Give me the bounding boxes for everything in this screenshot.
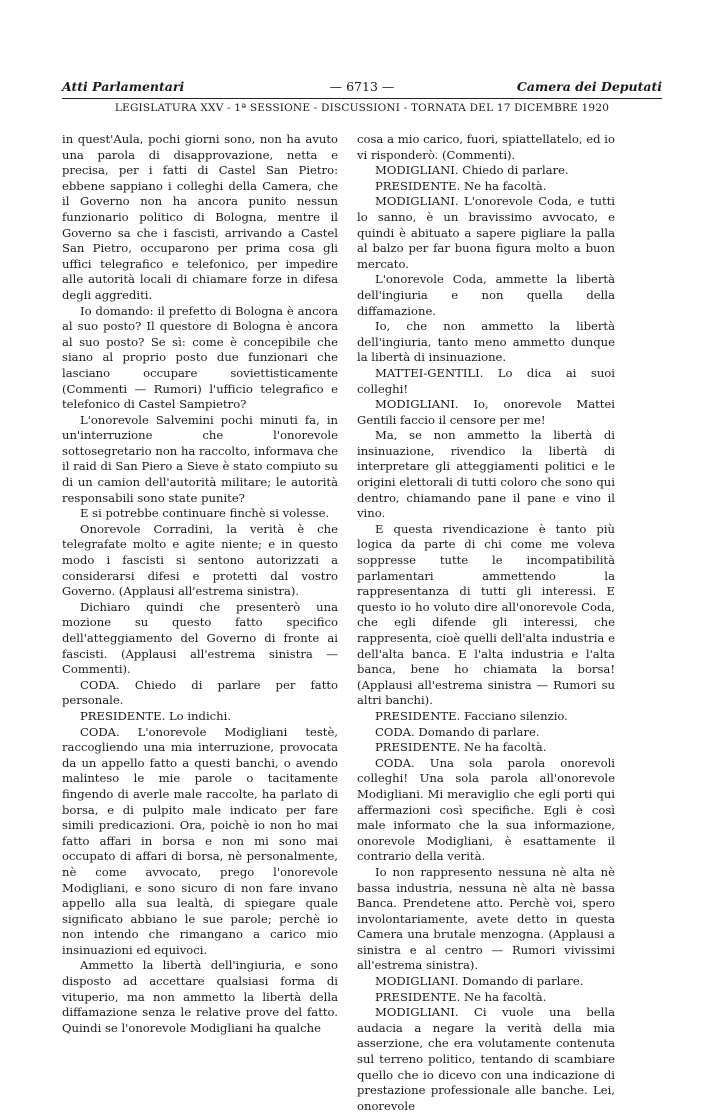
paragraph: CODA. Una sola parola onorevoli colleghi! Una sola parola all'onorevole Modigliani. Mi meraviglio che egli porti qui affermazioni così specifiche. Egli è così male informato che la sua informazione, onorevole Modigliani, è esattamente il contrario della verità. (357, 755, 615, 864)
paragraph: CODA. L'onorevole Modigliani testè, raccogliendo una mia interruzione, provocata da un appello fatto a questi banchi, o avendo malinteso le mie parole o tacitamente fingendo di averle male raccolte, ha parlato di borsa, e di pulpito male indicato per fare simili predicazioni. Ora, poichè io non ho mai fatto affari in borsa e non mi sono mai occupato di affari di borsa, nè personalmente, nè come avvocato, prego l'onorevole Modigliani, e sono sicuro di non fare invano appello alla sua lealtà, di spiegare quale significato abbiano le sue parole; perchè io non intendo che rimangano a carico mio insinuazioni ed equivoci. (62, 724, 338, 957)
paragraph: cosa a mio carico, fuori, spiattellatelo, ed io vi risponderò. (Commenti). (357, 132, 615, 162)
header-right-title: Camera dei Deputati (516, 79, 662, 94)
left-column (62, 132, 338, 1036)
page-header (62, 79, 662, 97)
header-rule (62, 98, 662, 99)
paragraph: PRESIDENTE. Ne ha facoltà. (375, 989, 547, 1004)
paragraph: MATTEI-GENTILI. Lo dica ai suoi colleghi! (357, 365, 615, 396)
paragraph: L'onorevole Coda, ammette la libertà dell'ingiuria e non quella della diffamazione. (357, 272, 615, 318)
paragraph: Dichiaro quindi che presenterò una mozione su questo fatto specifico dell'atteggiamento del Governo di fronte ai fascisti. (Applausi all'estrema sinistra — Commenti). (62, 599, 338, 677)
header-left-title: Atti Parlamentari (62, 79, 185, 94)
paragraph: Io domando: il prefetto di Bologna è ancora al suo posto? Il questore di Bologna è ancora al suo posto? Se sì: come è concepibile che siano al proprio posto due funzionari che lasciano occupare soviettisticamente (Commenti — Rumori) l'ufficio telegrafico e telefonico di Castel Sampietro? (62, 303, 338, 412)
session-line: LEGISLATURA XXV - 1ª SESSIONE - DISCUSSIONI - TORNATA DEL 17 DICEMBRE 1920 (114, 102, 610, 114)
paragraph: PRESIDENTE. Ne ha facoltà. (375, 178, 547, 193)
paragraph: E si potrebbe continuare finchè si volesse. (80, 506, 330, 521)
right-column (357, 132, 615, 1114)
paragraph: MODIGLIANI. Io, onorevole Mattei Gentili faccio il censore per me! (357, 397, 615, 427)
paragraph: in quest'Aula, pochi giorni sono, non ha avuto una parola di disapprovazione, netta e precisa, per i fatti di Castel San Pietro: ebbene sappiano i colleghi della Camera, che il Governo non ha ancora punito nessun funzionario politico di Bologna, mentre il Governo sa che i fascisti, arrivando a Castel San Pietro, occuparono per prima cosa gli uffici telegrafico e telefonico, per impedire alle autorità locali di chiamare forze in difesa degli aggrediti. (62, 132, 338, 302)
paragraph: MODIGLIANI. Ci vuole una bella audacia a negare la verità della mia asserzione, che era volutamente contenuta sul terreno politico, tentando di scambiare quello che io dicevo con una indicazione di prestazione professionale alle banche. Lei, onorevole (357, 1005, 615, 1113)
paragraph: PRESIDENTE. Lo indichi. (80, 708, 232, 723)
paragraph: CODA. Chiedo di parlare per fatto personale. (62, 677, 338, 708)
page-number: — 6713 — (329, 79, 395, 94)
paragraph: Io non rappresento nessuna nè alta nè bassa industria, nessuna nè alta nè bassa Banca. Prendetene atto. Perchè voi, spero involontariamente, avete detto in questa Camera una brutale menzogna. (Applausi a sinistra e al centro — Rumori vivissimi all'estrema sinistra). (357, 864, 615, 973)
paragraph: CODA. Domando di parlare. (375, 724, 540, 739)
paragraph: PRESIDENTE. Facciano silenzio. (375, 708, 568, 723)
paragraph: MODIGLIANI. Domando di parlare. (375, 974, 584, 989)
paragraph: PRESIDENTE. Ne ha facoltà. (375, 740, 547, 755)
paragraph: L'onorevole Salvemini pochi minuti fa, in un'interruzione che l'onorevole sottosegretario non ha raccolto, informava che il raid di San Piero a Sieve è stato compiuto su di un camion dell'autorità militare; le autorità responsabili sono state punite? (62, 412, 339, 505)
paragraph: MODIGLIANI. Chiedo di parlare. (375, 163, 569, 178)
paragraph: MODIGLIANI. L'onorevole Coda, e tutti lo sanno, è un bravissimo avvocato, e quindi è abituato a sapere pigliare la palla al balzo per far buona figura molto a buon mercato. (357, 194, 615, 271)
paragraph: E questa rivendicazione è tanto più logica da parte di chi come me voleva soppresse tutte le incompatibilità parlamentari ammettendo la rappresentanza di tutti gli interessi. E questo io ho voluto dire all'onorevole Coda, che egli difende gli interessi, che rappresenta, cioè quelli dell'alta industria e dell'alta banca. E l'alta industria e l'alta banca, bene ho chiamata la borsa! (Applausi all'estrema sinistra — Rumori su altri banchi). (357, 521, 615, 708)
paragraph: Io, che non ammetto la libertà dell'ingiuria, tanto meno ammetto dunque la libertà di insinuazione. (357, 319, 615, 365)
paragraph: Ma, se non ammetto la libertà di insinuazione, rivendico la libertà di interpretare gli atteggiamenti politici e le origini elettorali di tutti coloro che sono qui dentro, chiamando pane il pane e vino il vino. (357, 428, 615, 521)
paragraph: Ammetto la libertà dell'ingiuria, e sono disposto ad accettare qualsiasi forma di vituperio, ma non ammetto la libertà della diffamazione senza le relative prove del fatto. Quindi se l'onorevole Modigliani ha qualche (62, 958, 338, 1035)
paragraph: Onorevole Corradini, la verità è che telegrafate molto e agite niente; e in questo modo i fascisti si sentono autorizzati a considerarsi difesi e protetti dal vostro Governo. (Applausi all'estrema sinistra). (62, 521, 338, 599)
